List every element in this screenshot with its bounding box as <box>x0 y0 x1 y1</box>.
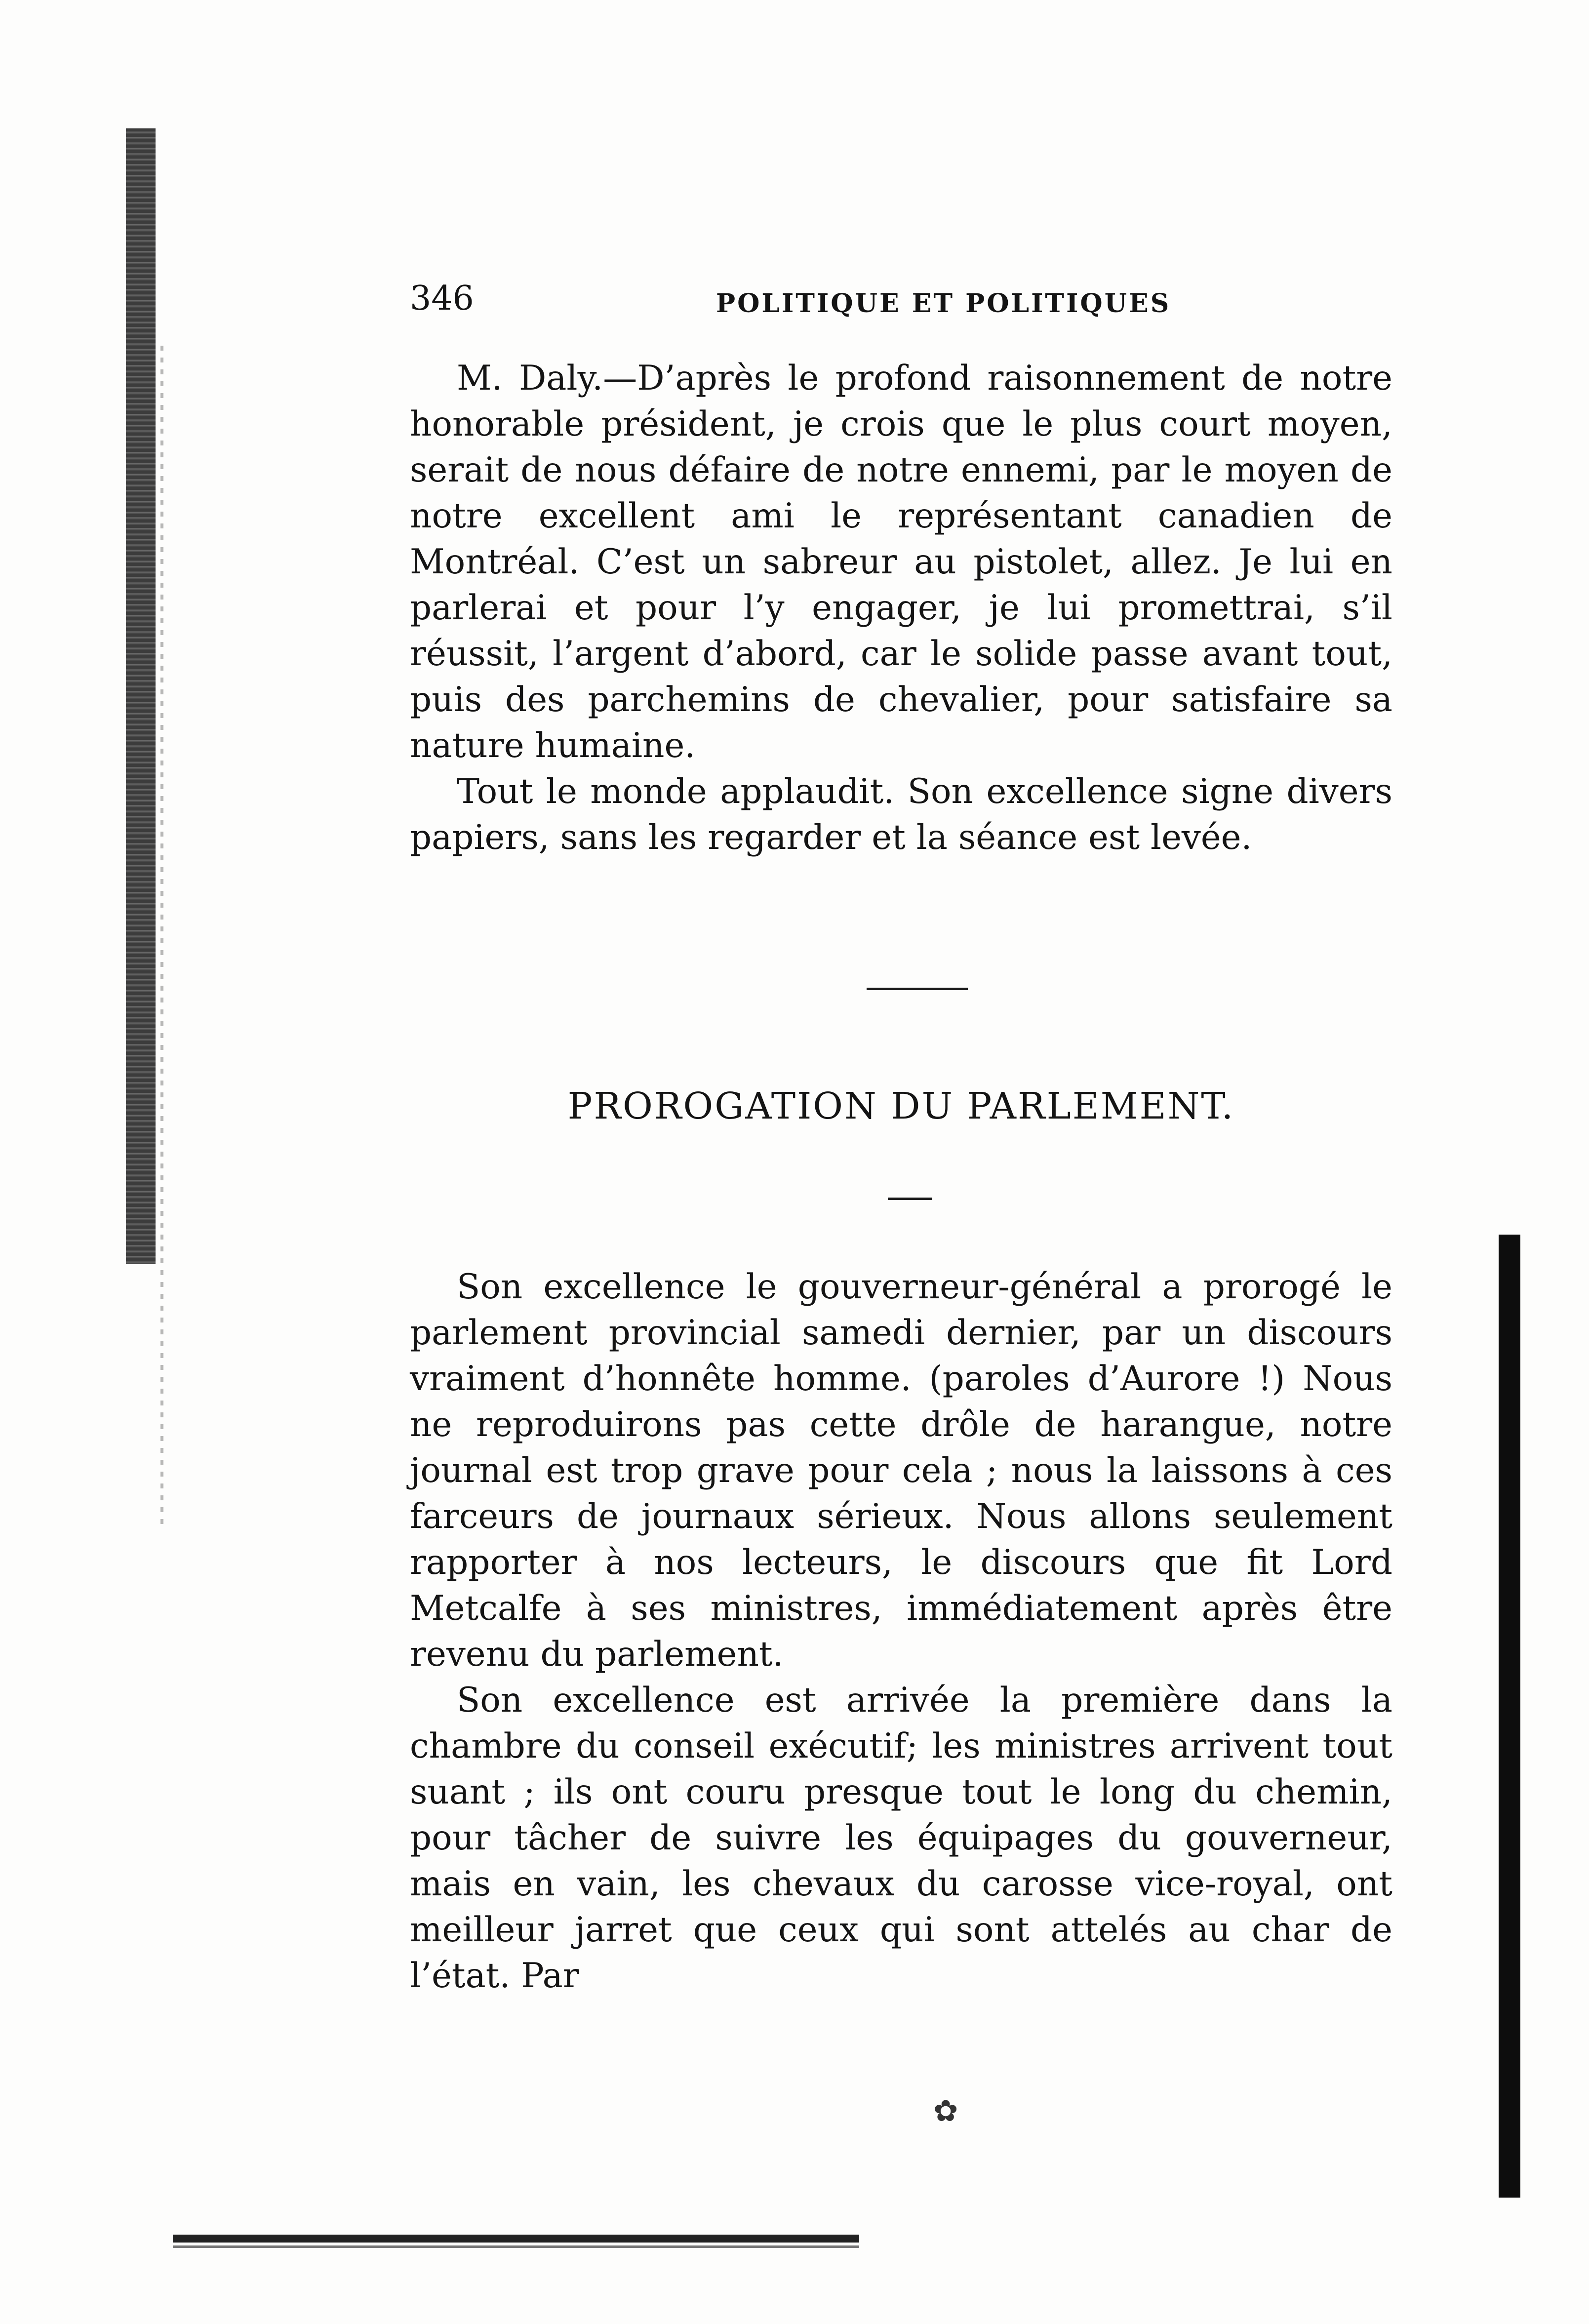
running-head: POLITIQUE ET POLITIQUES <box>716 288 1171 319</box>
book-binding-shadow <box>126 128 156 1264</box>
bottom-edge-line <box>173 2245 859 2248</box>
paragraph: Tout le monde applaudit. Son excellence signe divers papiers, sans les regarder et la séance est levée. <box>410 772 1392 857</box>
page-edge-shadow <box>1499 1235 1520 2198</box>
binding-edge-marks <box>160 346 163 1531</box>
printer-ornament-icon: ✿ <box>933 2094 958 2128</box>
section-divider-rule <box>867 988 968 990</box>
text-block-continuation <box>410 356 1392 861</box>
bottom-edge-shadow <box>173 2235 859 2243</box>
paragraph: Son excellence est arrivée la première dans la chambre du conseil exécutif; les ministres arrivent tout suant ; ils ont couru presque tout le long du chemin, pour tâcher de suivre les équipages du gouverneur, mais en vain, les chevaux du carosse vice-royal, ont meilleur jarret que ceux qui sont attelés au char de l’état. Par <box>410 1681 1392 1996</box>
text-block-section <box>410 1264 1392 1999</box>
title-underline-rule <box>888 1198 932 1200</box>
paragraph: M. Daly.—D’après le profond raisonnement de notre honorable président, je crois que le plus court moyen, serait de nous défaire de notre ennemi, par le moyen de notre excellent ami le représentant canadien de Montréal. C’est un sabreur au pistolet, allez. Je lui en parlerai et pour l’y engager, je lui promettrai, s’il réussit, l’argent d’abord, car le solide passe avant tout, puis des parchemins de chevalier, pour satisfaire sa nature humaine. <box>410 359 1392 765</box>
page-number: 346 <box>410 279 474 318</box>
paragraph: Son excellence le gouverneur-général a prorogé le parlement provincial samedi dernier, par un discours vraiment d’honnête homme. (paroles d’Aurore !) Nous ne reproduirons pas cette drôle de harangue, notre journal est trop grave pour cela ; nous la laissons à ces farceurs de journaux sérieux. Nous allons seulement rapporter à nos lecteurs, le discours que fit Lord Metcalfe à ses ministres, immédiatement après être revenu du parlement. <box>410 1267 1392 1674</box>
section-title: PROROGATION DU PARLEMENT. <box>567 1085 1235 1127</box>
